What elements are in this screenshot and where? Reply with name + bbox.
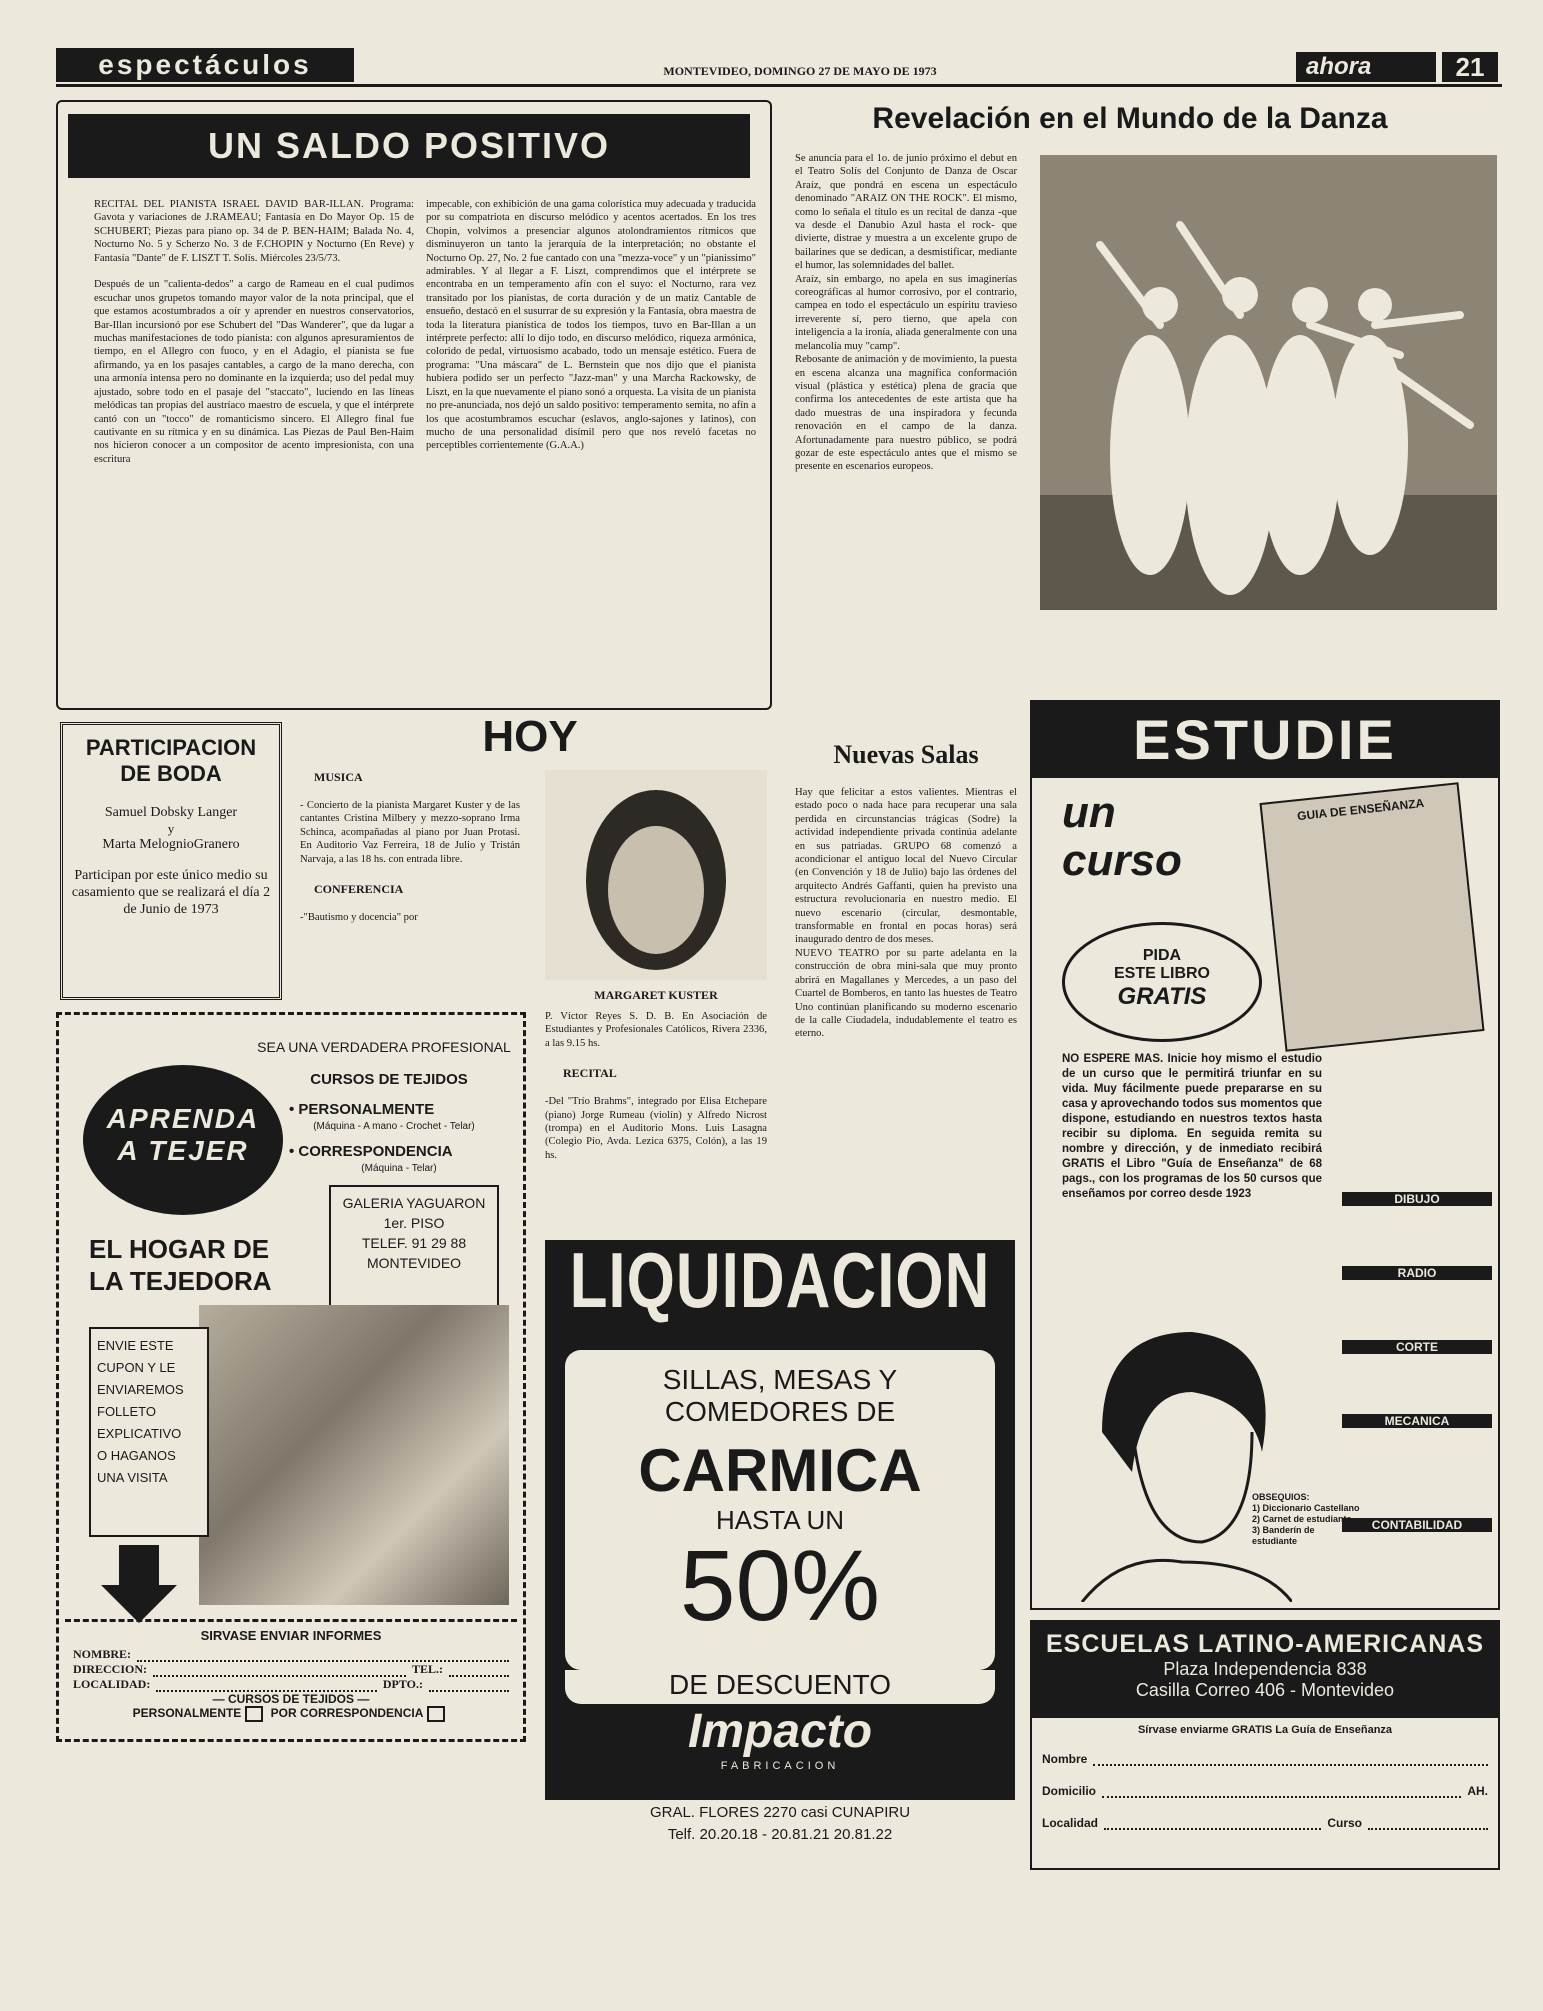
e-localidad-label: Localidad (1042, 1816, 1099, 1830)
escuelas-field-nombre[interactable] (1042, 1752, 1488, 1766)
salas-title: Nuevas Salas (833, 740, 979, 769)
photo-caption: MARGARET KUSTER (594, 988, 718, 1002)
tejer-ad (56, 1012, 526, 1742)
tejer-cupon: ENVIE ESTE CUPON Y LE ENVIAREMOS FOLLETO EXPLICATIVO O HAGANOS UNA VISITA (89, 1327, 209, 1537)
header-rule (56, 84, 1502, 87)
liq-line2: COMEDORES DE (664, 1396, 896, 1427)
liq-brand: CARMICA (638, 1437, 922, 1504)
estudie-bubble (1062, 922, 1262, 1042)
margaret-kuster-photo (545, 770, 767, 980)
coupon-head: Sírvase enviarme GRATIS La Guía de Enseñanza (1137, 1724, 1393, 1736)
article-saldo-title: UN SALDO POSITIVO (68, 114, 750, 178)
estudie-sub-2: curso (1062, 836, 1182, 885)
corresp-checkbox[interactable] (427, 1706, 445, 1722)
section-banner: espectáculos (56, 48, 354, 82)
liquidacion-title: LIQUIDACION (569, 1238, 991, 1325)
boda-title-1: PARTICIPACION (85, 735, 257, 760)
tag-radio: RADIO (1342, 1266, 1492, 1280)
hoy-conferencia-head: CONFERENCIA (314, 882, 404, 897)
tejer-form (65, 1619, 517, 1739)
article-danza-body: Se anuncia para el 1o. de junio próximo el debut en el Teatro Solís del Conjunto de Danza de Oscar Araíz, que pondrá en escena un espectáculo denominado "ARAIZ ON THE ROCK". El mismo, como lo señala el título es un recital de danza -que va desde el Danubio Azul hasta el rock- que divierte, distrae y muestra a un excelente grupo de bailarines que se dedican, a desmistificar, mediante el humor, las solemnidades del ballet. Araíz, sin embargo, no apela en sus imaginerías coreográficas al humor corrosivo, por el contrario, campea en todo el espectáculo un espíritu travieso irreverente sí, pero tierno, que apela con inteligencia a la ironía, aliada generalmente con una melancolía muy "camp". Rebosante de animación y de movimiento, la puesta en escena alcanza una magnífica conformación visual (plástica y estética) plena de gracia que confirma los antecedentes de este artista que ha dado muestras de una inspiradora y fecunda renovación en el campo de la danza. Afortunadamente para nuestro público, se podrá gozar de este espectáculo antes que el mismo se presente en escenarios europeos. (795, 153, 1017, 473)
escuelas-addr: Plaza Independencia 838 (1163, 1659, 1367, 1679)
escuelas-po: Casilla Correo 406 - Montevideo (1135, 1680, 1395, 1700)
tel-label: TEL.: (411, 1662, 443, 1676)
estudie-book-title: GUIA DE ENSEÑANZA (1296, 795, 1425, 824)
estudie-obsequios: OBSEQUIOS: 1) Diccionario Castellano 2) Carnet de estudiante 3) Banderín de estudiante (1252, 1492, 1360, 1546)
hoy-col1 (300, 770, 520, 924)
boda-frame (60, 722, 282, 1000)
tag-corte: CORTE (1342, 1340, 1492, 1354)
dancers-photo (1040, 155, 1497, 610)
article-saldo-frame (56, 100, 772, 710)
liq-pct: 50% (679, 1530, 881, 1642)
tejer-bubble-1: APRENDA (106, 1103, 260, 1134)
tejer-bubble-2: A TEJER (117, 1135, 249, 1166)
tag-mecanica: MECANICA (1342, 1414, 1492, 1428)
hoy-musica-head: MUSICA (314, 770, 363, 784)
tejer-form-title: SIRVASE ENVIAR INFORMES (200, 1628, 382, 1643)
boda-name-1: Samuel Dobsky Langer (104, 805, 238, 820)
estudie-tags (1342, 1192, 1492, 1532)
corresp-label: POR CORRESPONDENCIA (270, 1706, 424, 1721)
estudie-ad (1030, 700, 1500, 1610)
liq-line4: DE DESCUENTO (565, 1670, 995, 1704)
tejer-form-cursos: — CURSOS DE TEJIDOS — (212, 1692, 370, 1706)
tejer-bubble (83, 1065, 283, 1215)
liquidacion-ad (545, 1240, 1015, 1800)
personal-checkbox[interactable] (245, 1706, 263, 1722)
estudie-bubble-3: GRATIS (1117, 983, 1207, 1010)
liq-tel: Telf. 20.20.18 - 20.81.21 20.81.22 (667, 1826, 893, 1843)
escuelas-field-localidad[interactable] (1042, 1816, 1488, 1830)
tejer-hogar: EL HOGAR DE LA TEJEDORA (89, 1234, 272, 1296)
hoy-musica-text: - Concierto de la pianista Margaret Kuster y de las cantantes Cristina Milbery y mezzo-soprano Irma Schinca, acompañadas al piano por Juan Protasi. En Auditorio Vaz Ferreira, 18 de Julio y Tristán Narvaja, a las 18 hs. con entrada libre. (300, 800, 520, 865)
escuelas-box (1030, 1620, 1500, 1870)
liq-maker-sub: FABRICACION (720, 1760, 840, 1772)
e-curso-label: Curso (1327, 1816, 1362, 1830)
liq-line3: HASTA UN (715, 1505, 845, 1535)
tejer-field-nombre[interactable] (73, 1647, 509, 1662)
boda-conj: y (167, 821, 175, 836)
estudie-body: NO ESPERE MAS. Inicie hoy mismo el estudio de un curso que le permitirá triunfar en su vida. Muy fácilmente puede prepararse en su casa y aprovechando todos sus momentos que dispone, estudiando en nuestros textos hasta recibir su diploma. En seguida remita su nombre y dirección, y de inmediato recibirá GRATIS el Libro "Guía de Enseñanza" de 68 pags., con los programas de los 50 cursos que enseñamos por correo desde 1923 (1062, 1053, 1322, 1200)
boda-name-2: Marta MelognioGranero (102, 837, 240, 852)
tejer-field-localidad[interactable] (73, 1677, 509, 1692)
liq-maker: Impacto (687, 1705, 873, 1758)
article-danza-title: Revelación en el Mundo de la Danza (872, 102, 1388, 135)
e-domicilio-label: Domicilio (1042, 1784, 1097, 1798)
article-saldo-col2: impecable, con exhibición de una gama colorística muy adecuada y traducida por su compatriota en discurso melódico y acentos acertados. En los tres Chopin, volvimos a presenciar algunos atolondramientos rítmicos que disminuyeron un tanto la jerarquía de la interpretación; no obstante el Nocturno Op. 27, No. 2 fue cantado con una "mezza-voce" y un "pianissimo" admirables. Y al llegar a F. Liszt, comprendimos que el intérprete se encontraba en un temperamento afín con el suyo: el Nocturno, rara vez transitado por los pianistas, de corta duración y de un matiz Cantable de ensueño, destacó en el susurrar de su expresión y la Fantasía, obra maestra de toda la literatura pianística de todos los tiempos, tuvo en Bar-Illan a un intérprete perfecto: allí lo dijo todo, en discurso melódico, riqueza armónica, colorido de pedal, virtuosismo acabado, todo un mensaje estético. Fuera de programa: "Una máscara" de L. Bernstein que nos dijo que el pianista hubiera podido ser un perfecto "Jazz-man" y una Marcha Rackowsky, de Liszt, en la que nuevamente el piano sonó a orquesta. La visita de un pianista no pre-anunciada, nos dejó un saldo positivo: temperamento semita, no afín a los que acostumbramos escuchar (eslavos, anglo-sajones y latinos), con mucho de una personalidad disímil pero que nos reveló facetas no perceptibles corrientemente (G.A.A.) (426, 199, 756, 452)
woman-illustration (1062, 1312, 1292, 1602)
dancers-illustration (1040, 155, 1497, 610)
page-number: 21 (1442, 52, 1498, 82)
article-saldo-col1: RECITAL DEL PIANISTA ISRAEL DAVID BAR-ILLAN. Programa: Gavota y variaciones de J.RAMEAU; Fantasía en Do Mayor Op. 15 de SCHUBERT; Piezas para piano op. 34 de P. BEN-HAIM; Balada No. 4, Nocturno No. 5 y Scherzo No. 3 de F.CHOPIN y Nocturno (En Reve) y Fantasía "Dante" de F. LISZT T. Solís. Miércoles 23/5/73. Después de un "calienta-dedos" a cargo de Rameau en el cual pudimos escuchar unos grupetos tomando mayor valor de la nota principal, que el que estamos acostumbrados a oír y aprender en nuestros conservatorios, Bar-Illan incursionó por ese Schubert del "Das Wanderer", que da lugar a muchas manifestaciones de todo pianista: con algunos apresuramientos de tiempo, en el Allegro con fuoco, y en el Adagio, el pianista se fue afirmando, ya en los pasajes cantables, a cargo de la mano derecha, con una armonía intensa pero no dominante en la izquierda; uso del pedal muy ajustado, sobre todo en el pasaje del "staccato", luciendo en las líneas melódicas tan propias del austríaco maestro de escuela, y que el intérprete cantó con un "tocco" de romanticismo sincero. El Allegro final fue cautivante en su rítmica y en su dinámica. Las Piezas de Paul Ben-Haim nos hicieron conocer a un compositor de acento impresionista, con una escritura (94, 199, 414, 465)
liq-line1: SILLAS, MESAS Y (662, 1364, 898, 1395)
personal-label: PERSONALMENTE (132, 1706, 242, 1721)
dateline: MONTEVIDEO, DOMINGO 27 DE MAYO DE 1973 (663, 64, 937, 78)
brand-ahora: ahora (1296, 52, 1436, 82)
portrait-illustration (545, 770, 767, 980)
estudie-bubble-2: ESTE LIBRO (1113, 965, 1210, 982)
arrow-down-icon (99, 1545, 179, 1625)
tejer-photo (199, 1305, 509, 1605)
salas-body: Hay que felicitar a estos valientes. Mientras el estado poco o nada hace para recuperar una sala perdida en circunstancias trágicas (Sodre) la actividad independiente privada continúa adelante en sus patriadas. GRUPO 68 comenzó a acondicionar el antiguo local del Nuevo Circular (en Convención y 18 de Julio) bajo las órdenes del arquitecto Andrés Gaffanti, quien ha previsto una estructura revolucionaria en nuestro medio. El nuevo escenario (circular, desmontable, transformable en frontal en pocas horas) será inaugurado dentro de dos meses. NUEVO TEATRO por su parte adelanta en la construcción de obra mini-sala que muy pronto abrirá en Magallanes y Mercedes, a un paso del Cuartel de Bomberos, en tanto las huestes de Teatro Uno continúan planificando su moderno escenario de la calle Ciudadela, indudablemente el teatro es eterno. (795, 787, 1017, 1040)
tejer-field-direccion[interactable] (73, 1662, 509, 1677)
boda-title-2: DE BODA (120, 761, 222, 786)
tejer-opt1-sub: (Máquina - A mano - Crochet - Telar) (313, 1121, 475, 1132)
tejer-cursos: CURSOS DE TEJIDOS (310, 1071, 468, 1088)
hoy-col2 (545, 1010, 767, 1162)
hoy-title: HOY (482, 712, 578, 761)
tejer-opt2: • CORRESPONDENCIA (289, 1143, 453, 1160)
tejer-opt1: • PERSONALMENTE (289, 1101, 435, 1118)
liq-addr: GRAL. FLORES 2270 casi CUNAPIRU (649, 1804, 911, 1821)
tejer-addr: GALERIA YAGUARON 1er. PISO TELEF. 91 29 88 MONTEVIDEO (329, 1185, 499, 1325)
hoy-recital-text: -Del "Trío Brahms", integrado por Elisa Etchepare (piano) Jorge Rumeau (violín) y Alfredo Nicrost (trompa) en el Auditorio Mons. Luis Lasagna (Colegio Pío, Avda. Lezica 6375, Colón), a las 19 hs. (545, 1096, 767, 1161)
estudie-woman (1062, 1312, 1292, 1602)
dpto-label: DPTO.: (382, 1677, 423, 1691)
estudie-bubble-1: PIDA (1142, 947, 1182, 964)
tejer-form-options (73, 1706, 509, 1722)
liquidacion-inner (565, 1350, 995, 1670)
direccion-label: DIRECCION: (73, 1662, 148, 1676)
boda-text: Participan por este único medio su casamiento que se realizará el día 2 de Junio de 1973 (71, 868, 271, 917)
nombre-label: NOMBRE: (73, 1647, 131, 1661)
tejer-banner: SEA UNA VERDADERA PROFESIONAL (257, 1039, 511, 1055)
estudie-book (1259, 782, 1484, 1052)
escuelas-field-domicilio[interactable] (1042, 1784, 1488, 1798)
estudie-title: ESTUDIE (1032, 702, 1498, 778)
hoy-conferencia-text: -"Bautismo y docencia" por (300, 912, 418, 924)
tag-contabilidad: CONTABILIDAD (1342, 1518, 1492, 1532)
hoy-col2-text: P. Víctor Reyes S. D. B. En Asociación de Estudiantes y Profesionales Católicos, Rivera 2336, a las 9.15 hs. (545, 1011, 767, 1049)
tag-dibujo: DIBUJO (1342, 1192, 1492, 1206)
hoy-recital-head: RECITAL (563, 1066, 617, 1081)
estudie-sub-1: un (1062, 788, 1116, 837)
e-ah-label: AH. (1467, 1784, 1488, 1798)
escuelas-coupon (1042, 1724, 1488, 1830)
escuelas-name: ESCUELAS LATINO-AMERICANAS (1045, 1630, 1485, 1658)
e-nombre-label: Nombre (1042, 1752, 1088, 1766)
escuelas-header (1032, 1622, 1498, 1718)
tejer-opt2-sub: (Máquina - Telar) (361, 1163, 437, 1174)
localidad-label: LOCALIDAD: (73, 1677, 151, 1691)
